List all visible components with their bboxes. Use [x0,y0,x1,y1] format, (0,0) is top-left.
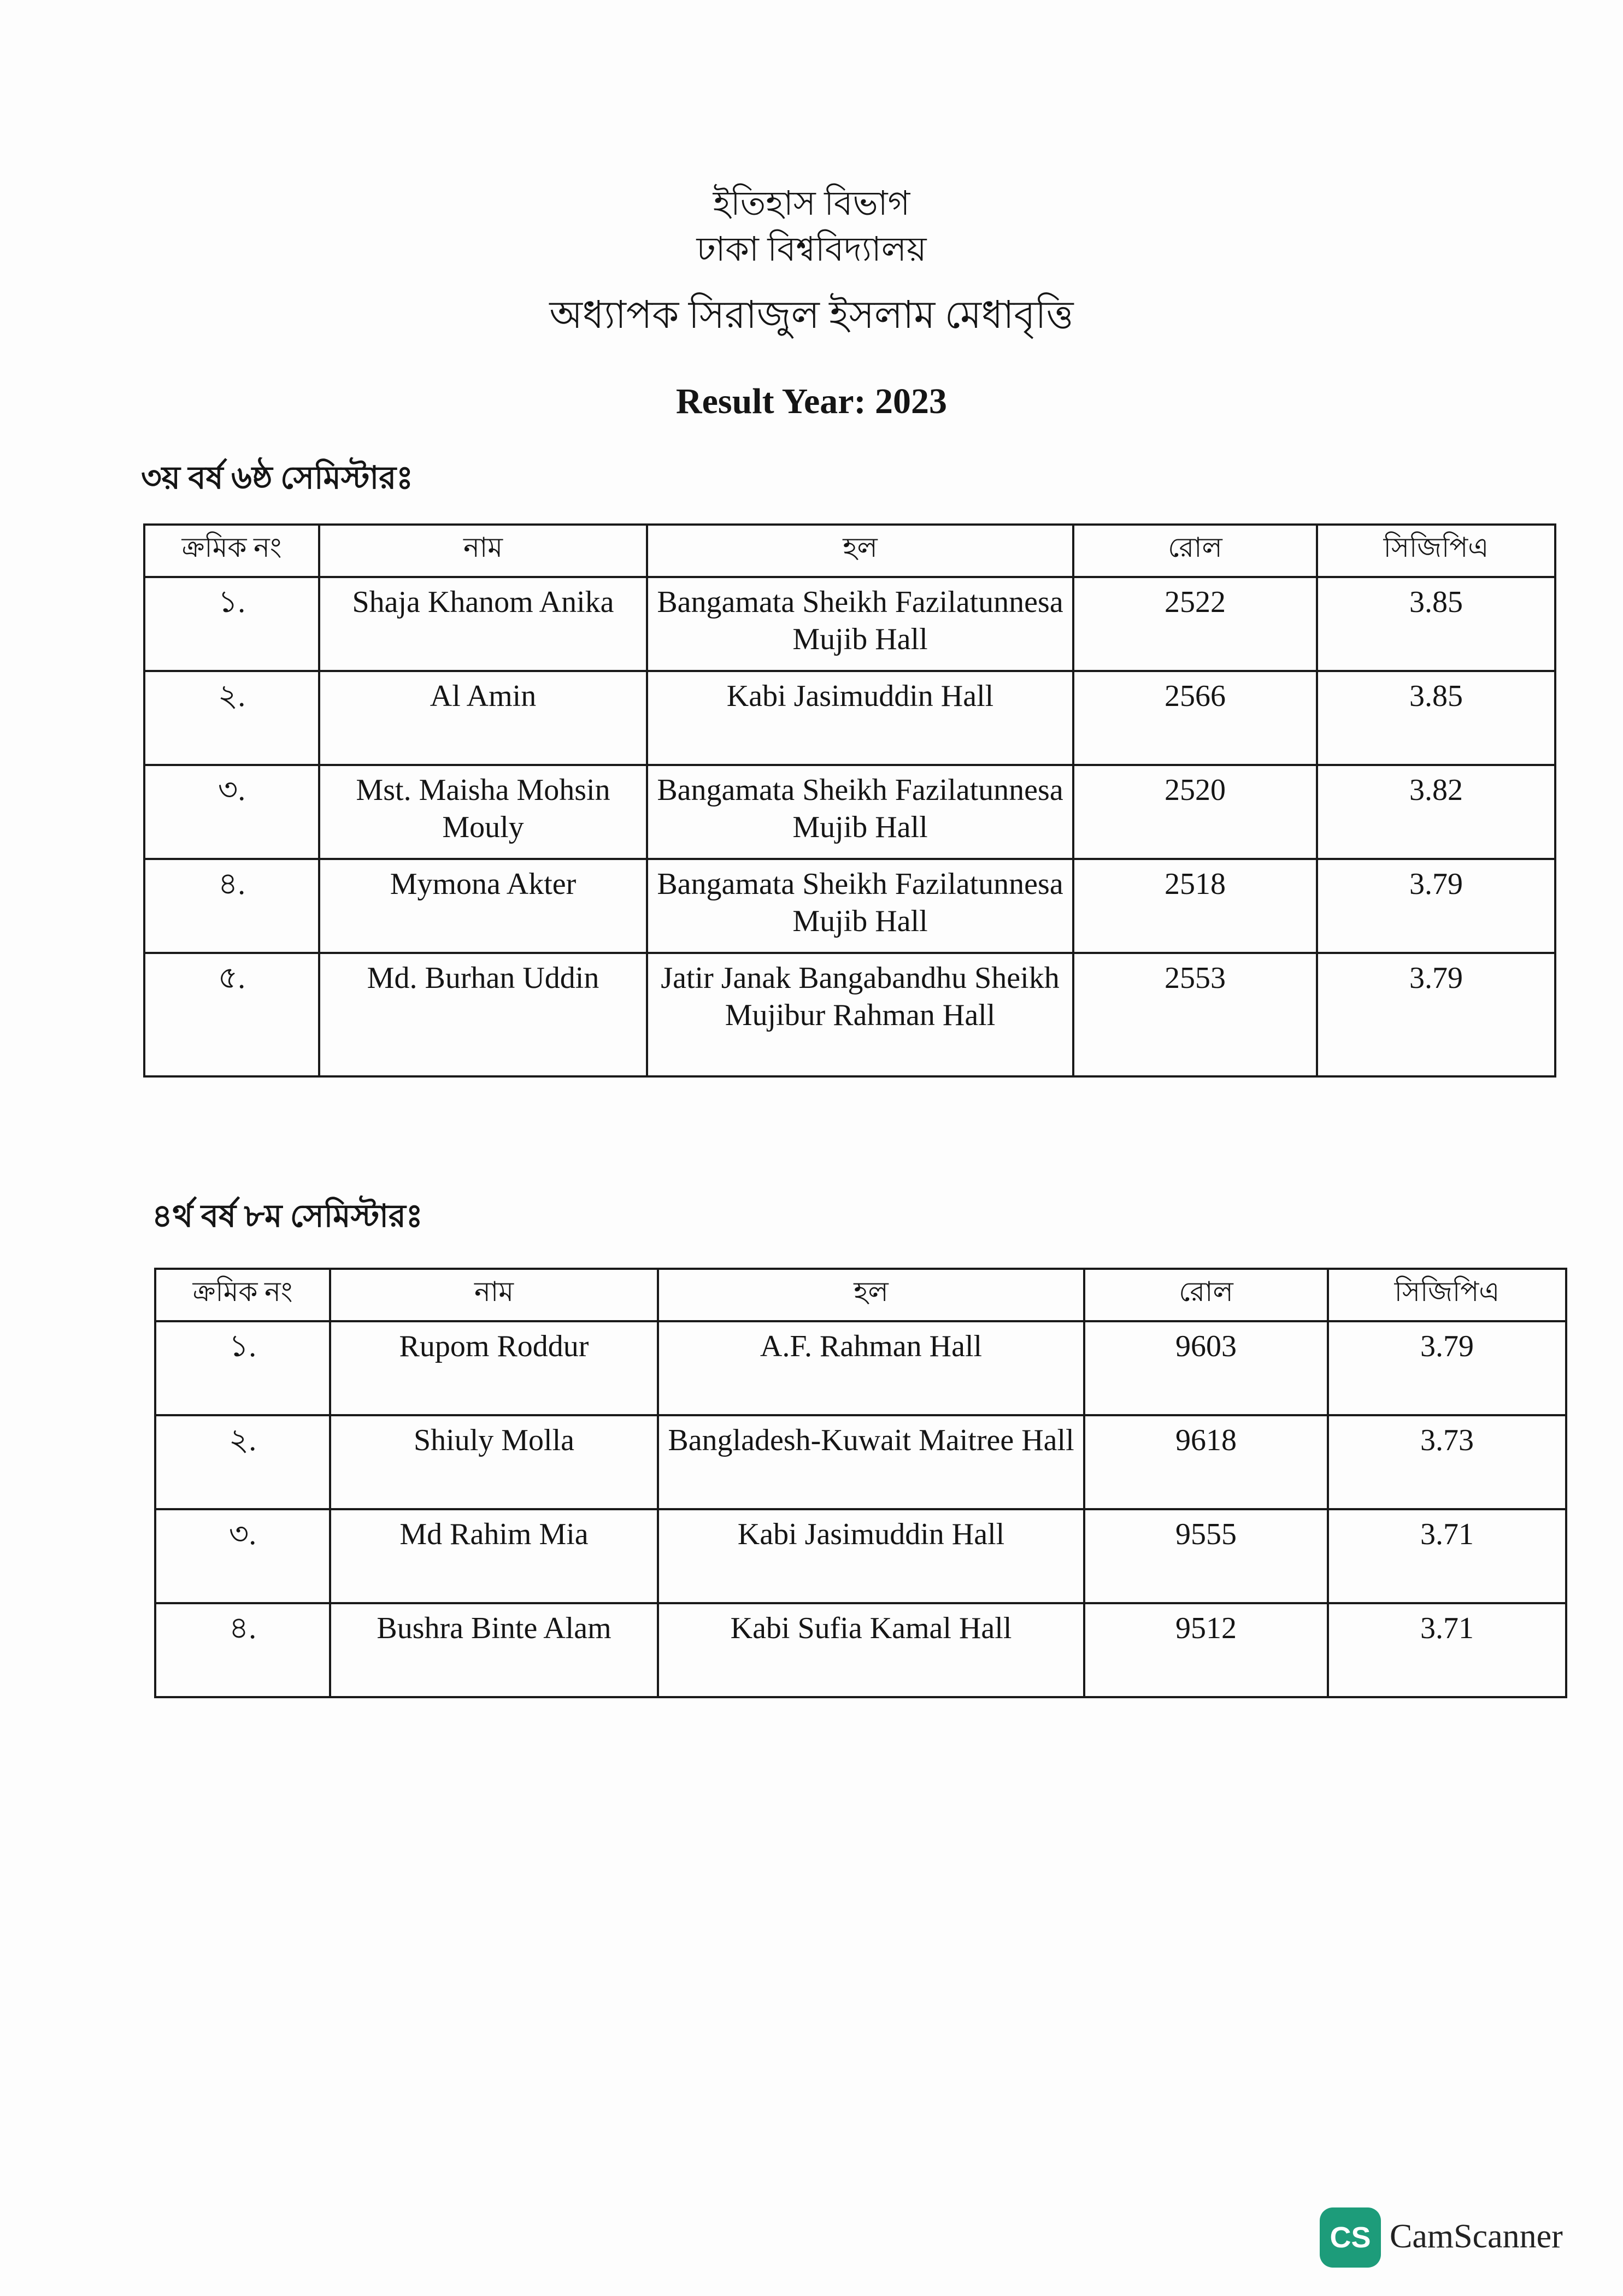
cell-name: Mst. Maisha Mohsin Mouly [319,765,647,859]
cell-serial: ৩. [155,1509,330,1603]
cell-roll: 2522 [1073,577,1317,671]
cell-serial: ৫. [144,953,319,1076]
table-row [144,671,1555,765]
department-name: ইতিহাস বিভাগ [713,185,910,222]
table-row [155,1509,1566,1603]
cell-serial: ১. [144,577,319,671]
cell-hall: Bangamata Sheikh Fazilatunnesa Mujib Hall [647,859,1073,953]
column-header-hall: হল [658,1269,1084,1321]
table-row [155,1321,1566,1415]
column-header-roll: রোল [1073,525,1317,577]
cell-name: Md. Burhan Uddin [319,953,647,1076]
cell-serial: ৪. [155,1603,330,1697]
table-row [144,953,1555,1076]
cell-hall: Bangladesh-Kuwait Maitree Hall [658,1415,1084,1509]
table-header-row [155,1269,1566,1321]
table-row [155,1415,1566,1509]
cell-cgpa: 3.79 [1317,859,1555,953]
cell-cgpa: 3.85 [1317,671,1555,765]
cell-cgpa: 3.79 [1328,1321,1566,1415]
column-header-roll: রোল [1084,1269,1328,1321]
cell-name: Mymona Akter [319,859,647,953]
cell-roll: 2566 [1073,671,1317,765]
cell-cgpa: 3.82 [1317,765,1555,859]
section-heading-4th-year: ৪র্থ বর্ষ ৮ম সেমিস্টারঃ [152,1198,423,1234]
table-header-row [144,525,1555,577]
camscanner-name: CamScanner [1390,2218,1563,2255]
results-table-3rd-year [143,523,1556,1078]
cell-serial: ৪. [144,859,319,953]
cell-roll: 9555 [1084,1509,1328,1603]
cell-roll: 9512 [1084,1603,1328,1697]
cell-cgpa: 3.71 [1328,1509,1566,1603]
cell-roll: 2553 [1073,953,1317,1076]
cell-hall: Kabi Sufia Kamal Hall [658,1603,1084,1697]
camscanner-logo-icon: CS [1320,2207,1381,2268]
cell-serial: ১. [155,1321,330,1415]
cell-hall: Kabi Jasimuddin Hall [647,671,1073,765]
cell-roll: 9618 [1084,1415,1328,1509]
cell-name: Md Rahim Mia [330,1509,658,1603]
column-header-cgpa: সিজিপিএ [1328,1269,1566,1321]
table-row [155,1603,1566,1697]
cell-roll: 9603 [1084,1321,1328,1415]
cell-cgpa: 3.79 [1317,953,1555,1076]
cell-cgpa: 3.71 [1328,1603,1566,1697]
university-name: ঢাকা বিশ্ববিদ্যালয় [696,231,927,268]
column-header-cgpa: সিজিপিএ [1317,525,1555,577]
cell-name: Shaja Khanom Anika [319,577,647,671]
cell-hall: Bangamata Sheikh Fazilatunnesa Mujib Hall [647,765,1073,859]
table-row [144,577,1555,671]
cell-hall: Kabi Jasimuddin Hall [658,1509,1084,1603]
column-header-hall: হল [647,525,1073,577]
cell-cgpa: 3.85 [1317,577,1555,671]
cell-roll: 2520 [1073,765,1317,859]
table-row [144,765,1555,859]
column-header-name: নাম [319,525,647,577]
column-header-serial: ক্রমিক নং [155,1269,330,1321]
cell-hall: Jatir Janak Bangabandhu Sheikh Mujibur Rahman Hall [647,953,1073,1076]
scholarship-title: অধ্যাপক সিরাজুল ইসলাম মেধাবৃত্তি [549,295,1074,337]
cell-name: Al Amin [319,671,647,765]
cell-cgpa: 3.73 [1328,1415,1566,1509]
column-header-serial: ক্রমিক নং [144,525,319,577]
column-header-name: নাম [330,1269,658,1321]
cell-name: Bushra Binte Alam [330,1603,658,1697]
results-table-4th-year [154,1268,1567,1698]
cell-serial: ২. [144,671,319,765]
result-year: Result Year: 2023 [675,381,948,421]
cell-name: Shiuly Molla [330,1415,658,1509]
cell-serial: ২. [155,1415,330,1509]
table-row [144,859,1555,953]
cell-hall: Bangamata Sheikh Fazilatunnesa Mujib Hall [647,577,1073,671]
cell-hall: A.F. Rahman Hall [658,1321,1084,1415]
cell-serial: ৩. [144,765,319,859]
section-heading-3rd-year: ৩য় বর্ষ ৬ষ্ঠ সেমিস্টারঃ [141,460,414,496]
cell-name: Rupom Roddur [330,1321,658,1415]
cell-roll: 2518 [1073,859,1317,953]
